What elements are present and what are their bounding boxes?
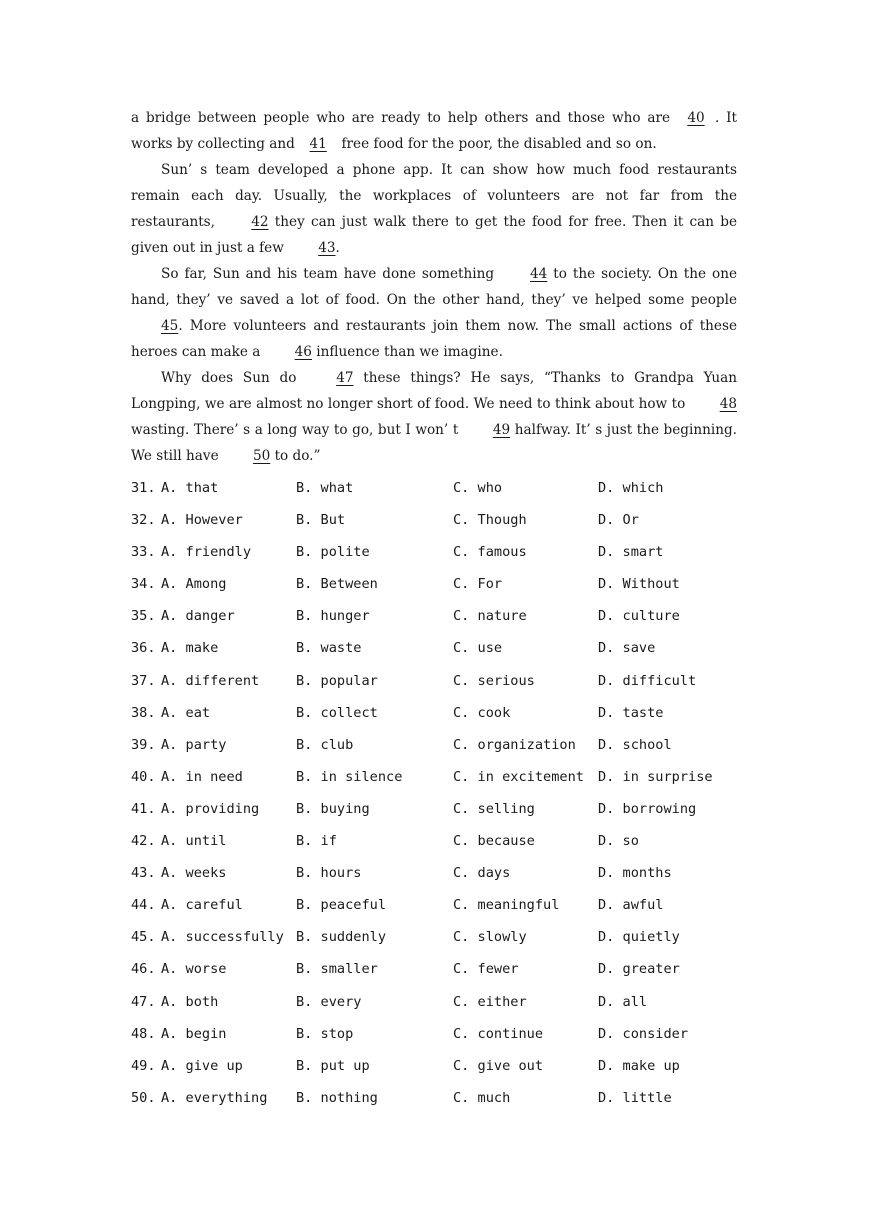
option-a: A. worse bbox=[161, 961, 227, 978]
option-a: A. successfully bbox=[161, 929, 284, 946]
passage-text: influence than we imagine. bbox=[311, 344, 503, 360]
option-a: A. in need bbox=[161, 768, 243, 785]
passage-paragraph-4 bbox=[131, 365, 737, 469]
question-number: 47. bbox=[131, 993, 156, 1010]
option-c: C. Though bbox=[453, 512, 527, 529]
blank-50: 50 bbox=[252, 448, 271, 464]
passage-text: these things? He says, “Thanks to Grandpa Yuan Longping, we are almost no longer short of food. We need to think about how to bbox=[131, 370, 738, 412]
option-c: C. because bbox=[453, 833, 535, 850]
option-d: D. Without bbox=[598, 576, 680, 593]
blank-49: 49 bbox=[492, 422, 511, 438]
option-c: C. much bbox=[453, 1089, 511, 1106]
question-row bbox=[131, 539, 751, 571]
option-c: C. in excitement bbox=[453, 768, 584, 785]
question-row bbox=[131, 1021, 751, 1053]
blank-48: 48 bbox=[719, 396, 737, 412]
question-row bbox=[131, 860, 751, 892]
option-c: C. either bbox=[453, 993, 527, 1010]
option-a: A. eat bbox=[161, 704, 211, 721]
question-row bbox=[131, 571, 751, 603]
question-number: 43. bbox=[131, 865, 156, 882]
passage-text: . bbox=[335, 240, 340, 256]
option-a: A. make bbox=[161, 640, 219, 657]
question-number: 34. bbox=[131, 576, 156, 593]
option-a: A. friendly bbox=[161, 544, 252, 561]
option-c: C. famous bbox=[453, 544, 527, 561]
option-d: D. make up bbox=[598, 1057, 680, 1074]
answer-options-list bbox=[131, 475, 751, 1117]
question-number: 36. bbox=[131, 640, 156, 657]
question-number: 33. bbox=[131, 544, 156, 561]
option-a: A. careful bbox=[161, 897, 243, 914]
passage-text: halfway. It’ s just the beginning. We still have bbox=[131, 422, 737, 464]
option-a: A. weeks bbox=[161, 865, 227, 882]
blank-44: 44 bbox=[530, 266, 548, 282]
option-d: D. so bbox=[598, 833, 639, 850]
option-c: C. nature bbox=[453, 608, 527, 625]
option-b: B. suddenly bbox=[296, 929, 387, 946]
question-row bbox=[131, 892, 751, 924]
option-d: D. borrowing bbox=[598, 800, 697, 817]
question-number: 50. bbox=[131, 1089, 156, 1106]
option-d: D. months bbox=[598, 865, 672, 882]
option-c: C. cook bbox=[453, 704, 511, 721]
question-number: 42. bbox=[131, 833, 156, 850]
option-c: C. continue bbox=[453, 1025, 544, 1042]
option-c: C. slowly bbox=[453, 929, 527, 946]
question-row bbox=[131, 700, 751, 732]
question-number: 41. bbox=[131, 800, 156, 817]
option-b: B. buying bbox=[296, 800, 370, 817]
question-number: 35. bbox=[131, 608, 156, 625]
option-a: A. However bbox=[161, 512, 243, 529]
blank-40: 40 bbox=[687, 110, 705, 126]
passage-text: Sun’ s team developed a phone app. It can show how much food restaurants remain each day. Usually, the workplaces of volunteers are not far from the restaurants, bbox=[131, 162, 737, 230]
question-row bbox=[131, 1085, 751, 1117]
option-b: B. in silence bbox=[296, 768, 403, 785]
option-b: B. stop bbox=[296, 1025, 354, 1042]
option-b: B. hunger bbox=[296, 608, 370, 625]
option-b: B. Between bbox=[296, 576, 378, 593]
question-number: 49. bbox=[131, 1057, 156, 1074]
option-a: A. both bbox=[161, 993, 219, 1010]
blank-46: 46 bbox=[294, 344, 312, 360]
option-c: C. meaningful bbox=[453, 897, 560, 914]
question-row bbox=[131, 603, 751, 635]
question-row bbox=[131, 1053, 751, 1085]
passage-text: Why does Sun do bbox=[161, 370, 307, 386]
option-b: B. every bbox=[296, 993, 362, 1010]
question-row bbox=[131, 635, 751, 667]
passage-paragraph-3 bbox=[131, 261, 737, 365]
question-row bbox=[131, 764, 751, 796]
passage-text: So far, Sun and his team have done something bbox=[161, 266, 501, 282]
option-a: A. danger bbox=[161, 608, 235, 625]
option-d: D. difficult bbox=[598, 672, 697, 689]
question-number: 37. bbox=[131, 672, 156, 689]
question-number: 44. bbox=[131, 897, 156, 914]
blank-43: 43 bbox=[318, 240, 336, 256]
question-number: 38. bbox=[131, 704, 156, 721]
question-number: 48. bbox=[131, 1025, 156, 1042]
question-row bbox=[131, 732, 751, 764]
option-b: B. But bbox=[296, 512, 346, 529]
passage-text: . More volunteers and restaurants join them now. The small actions of these heroes can make a bbox=[131, 318, 737, 360]
question-row bbox=[131, 475, 751, 507]
option-d: D. taste bbox=[598, 704, 664, 721]
option-d: D. little bbox=[598, 1089, 672, 1106]
option-b: B. put up bbox=[296, 1057, 370, 1074]
passage-text: to the society. On the one hand, they’ ve saved a lot of food. On the other hand, they’ ve helped some people bbox=[131, 266, 738, 308]
option-a: A. providing bbox=[161, 800, 260, 817]
option-a: A. different bbox=[161, 672, 260, 689]
option-c: C. organization bbox=[453, 736, 576, 753]
question-number: 32. bbox=[131, 512, 156, 529]
option-b: B. if bbox=[296, 833, 337, 850]
option-c: C. For bbox=[453, 576, 503, 593]
blank-47: 47 bbox=[336, 370, 354, 386]
option-d: D. school bbox=[598, 736, 672, 753]
option-c: C. who bbox=[453, 480, 503, 496]
option-a: A. that bbox=[161, 480, 219, 496]
passage-text: to do.” bbox=[270, 448, 321, 464]
option-c: C. days bbox=[453, 865, 511, 882]
option-a: A. begin bbox=[161, 1025, 227, 1042]
question-number: 46. bbox=[131, 961, 156, 978]
option-b: B. what bbox=[296, 480, 354, 496]
option-b: B. hours bbox=[296, 865, 362, 882]
option-d: D. in surprise bbox=[598, 768, 713, 785]
passage-text: wasting. There’ s a long way to go, but I won’ t bbox=[131, 422, 463, 438]
question-row bbox=[131, 956, 751, 988]
question-row bbox=[131, 796, 751, 828]
question-number: 40. bbox=[131, 768, 156, 785]
option-d: D. culture bbox=[598, 608, 680, 625]
option-c: C. use bbox=[453, 640, 503, 657]
question-row bbox=[131, 668, 751, 700]
option-a: A. until bbox=[161, 833, 227, 850]
passage-paragraph-2 bbox=[131, 157, 737, 261]
option-d: D. consider bbox=[598, 1025, 689, 1042]
question-row bbox=[131, 507, 751, 539]
option-b: B. collect bbox=[296, 704, 378, 721]
question-number: 45. bbox=[131, 929, 156, 946]
option-d: D. save bbox=[598, 640, 656, 657]
blank-41: 41 bbox=[309, 136, 327, 152]
option-b: B. club bbox=[296, 736, 354, 753]
blank-42: 42 bbox=[251, 214, 269, 230]
option-b: B. waste bbox=[296, 640, 362, 657]
question-number: 39. bbox=[131, 736, 156, 753]
question-row bbox=[131, 989, 751, 1021]
option-c: C. give out bbox=[453, 1057, 544, 1074]
option-d: D. all bbox=[598, 993, 648, 1010]
option-a: A. give up bbox=[161, 1057, 243, 1074]
option-c: C. fewer bbox=[453, 961, 519, 978]
option-b: B. nothing bbox=[296, 1089, 378, 1106]
option-b: B. popular bbox=[296, 672, 378, 689]
cloze-passage bbox=[131, 105, 737, 469]
option-b: B. peaceful bbox=[296, 897, 387, 914]
option-d: D. smart bbox=[598, 544, 664, 561]
option-a: A. everything bbox=[161, 1089, 268, 1106]
option-a: A. Among bbox=[161, 576, 227, 593]
question-row bbox=[131, 828, 751, 860]
blank-45: 45 bbox=[161, 318, 179, 334]
option-d: D. which bbox=[598, 480, 664, 496]
passage-paragraph-1 bbox=[131, 105, 737, 157]
option-d: D. greater bbox=[598, 961, 680, 978]
option-b: B. polite bbox=[296, 544, 370, 561]
passage-text: . It works by collecting and bbox=[131, 110, 737, 152]
option-b: B. smaller bbox=[296, 961, 378, 978]
option-d: D. awful bbox=[598, 897, 664, 914]
passage-text: a bridge between people who are ready to help others and those who are bbox=[131, 110, 677, 126]
option-d: D. quietly bbox=[598, 929, 680, 946]
question-row bbox=[131, 924, 751, 956]
passage-text: free food for the poor, the disabled and so on. bbox=[337, 136, 657, 152]
option-d: D. Or bbox=[598, 512, 639, 529]
question-number: 31. bbox=[131, 480, 156, 496]
option-c: C. serious bbox=[453, 672, 535, 689]
option-a: A. party bbox=[161, 736, 227, 753]
passage-text: they can just walk there to get the food for free. Then it can be given out in just a few bbox=[131, 214, 738, 256]
option-c: C. selling bbox=[453, 800, 535, 817]
